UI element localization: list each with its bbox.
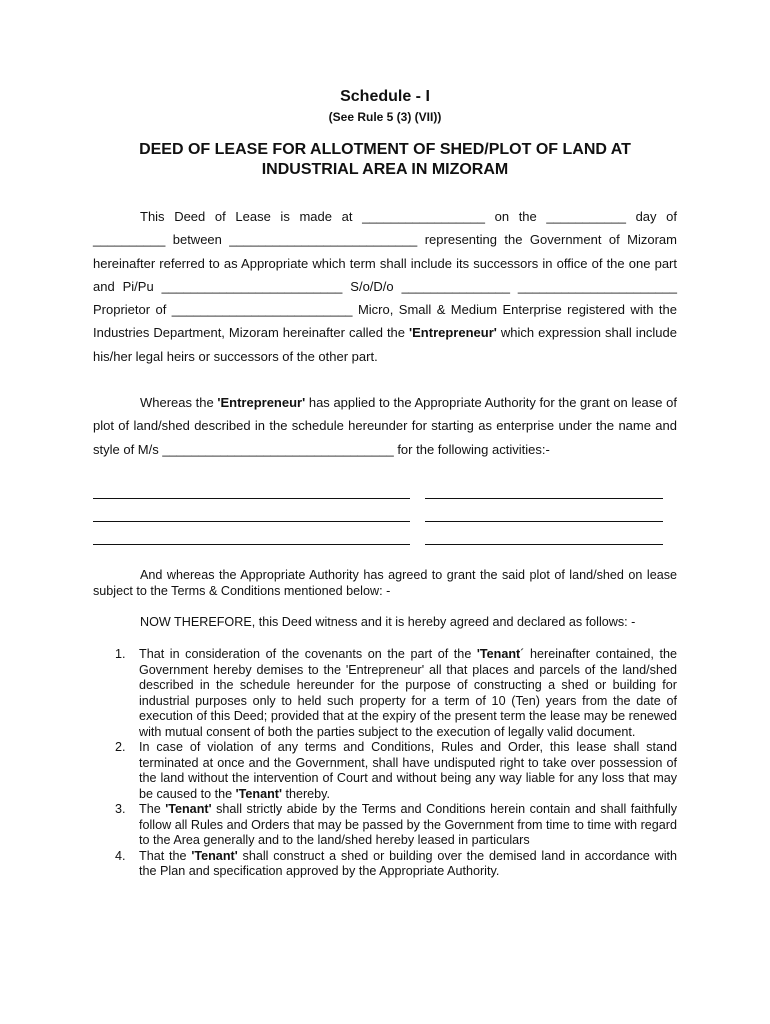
whereas-paragraph (93, 391, 677, 461)
para2-text-2: has applied to the Appropriate Authority for the grant on lease of plot of land/shed described in the schedule hereunder for starting as enterprise under the name and style of M/s ________________________________ for the following activities:- (93, 395, 677, 457)
blank-line (93, 534, 410, 545)
term-text: That in consideration of the covenants on the part of the (139, 647, 477, 661)
para1-text-2: which expression shall include his/her legal heirs or successors of the other part. (93, 325, 677, 364)
term-text: That the (139, 848, 192, 863)
blank-line (425, 534, 663, 545)
term-number: 2. (115, 740, 126, 754)
term-number: 3. (115, 802, 126, 816)
para2-text-1: Whereas the (140, 395, 218, 410)
term-text: The (139, 802, 166, 816)
lease-intro-paragraph (93, 205, 677, 368)
term-tenant-bold: 'Tenant' (235, 786, 282, 801)
term-text: ´ hereinafter contained, the Government hereby demises to the 'Entrepreneur' all that places and parcels of the land/shed described in the schedule hereunder for the purpose of constructing a shed or building for industrial purposes only to held such property for a term of 10 (Ten) years from the date of execution of this Deed; provided that at the expiry of the present term the lease may be renewed with mutual consent of both the parties subject to the execution of legally valid document. (139, 647, 678, 739)
blank-line (93, 488, 410, 499)
blank-row (93, 511, 663, 534)
blank-row (93, 534, 663, 557)
blank-line (425, 511, 663, 522)
list-item (93, 740, 677, 802)
term-text: In case of violation of any terms and Conditions, Rules and Order, this lease shall stand terminated at once and the Government, shall have undisputed right to take over possession of the land without the intervention of Court and without being any way liable for any loss that may be caused to the (139, 740, 677, 801)
deed-title-line1: DEED OF LEASE FOR ALLOTMENT OF SHED/PLOT OF LAND AT (139, 141, 631, 158)
blank-line (425, 488, 663, 499)
para2-entrepreneur-bold: 'Entrepreneur' (217, 395, 306, 410)
para1-entrepreneur-bold: 'Entrepreneur' (409, 325, 497, 341)
para1-text-1: This Deed of Lease is made at _________________ on the ___________ day of __________ between __________________________ representing the Government of Mizoram hereinafter referred to as Appropriate which term shall include its successors in office of the one part and Pi/Pu _________________________ S/o/D/o _______________ ______________________ Proprietor of _________________________ Micro, Small & Medium Enterprise registered with the Industries Department, Mizoram hereinafter called the (93, 209, 677, 341)
blank-line (93, 511, 410, 522)
term-tenant-bold: 'Tenant' (165, 802, 212, 816)
term-tenant-bold: 'Tenant' (191, 848, 238, 863)
term-number: 1. (115, 647, 126, 661)
activities-blank-lines (93, 488, 663, 557)
deed-title (0, 140, 770, 180)
list-item (93, 802, 677, 849)
and-whereas-paragraph: And whereas the Appropriate Authority has agreed to grant the said plot of land/shed on lease subject to the Terms & Conditions mentioned below: - (93, 568, 677, 598)
term-text: shall strictly abide by the Terms and Conditions herein contain and shall faithfully follow all Rules and Orders that may be passed by the Government from time to time with regard to the Area generally and to the land/shed hereby leased in particulars (139, 802, 677, 847)
schedule-subtitle: (See Rule 5 (3) (VII)) (328, 110, 442, 124)
schedule-title: Schedule - I (340, 88, 430, 105)
terms-list (93, 647, 677, 880)
term-text: shall construct a shed or building over the demised land in accordance with the Plan and specification approved by the Appropriate Authority. (139, 848, 677, 878)
deed-title-line2: INDUSTRIAL AREA IN MIZORAM (261, 161, 509, 178)
now-therefore-paragraph: NOW THEREFORE, this Deed witness and it is hereby agreed and declared as follows: - (140, 615, 636, 629)
term-tenant-bold: 'Tenant (476, 647, 521, 661)
list-item (93, 647, 677, 740)
term-text: thereby. (281, 786, 331, 801)
blank-row (93, 488, 663, 511)
term-number: 4. (115, 848, 126, 863)
list-item (93, 849, 677, 880)
